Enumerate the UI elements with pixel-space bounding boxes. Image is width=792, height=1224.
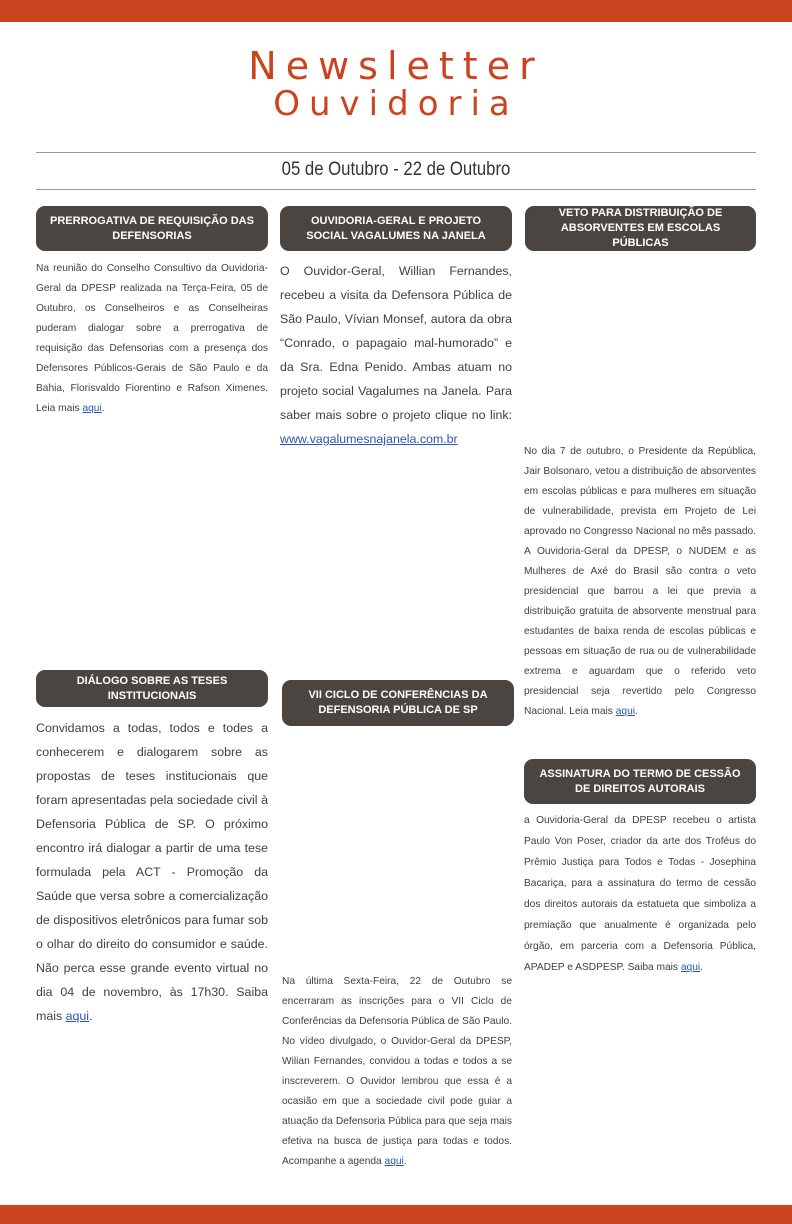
article-prerrogativa: Na reunião do Conselho Consultivo da Ouvidoria-Geral da DPESP realizada na Terça-Feira, 05 de Outubro, os Conselheiros e as Conselheiras puderam dialogar sobre a prerrogativa de requisição das Defensorias com a presença dos Defensores Públicos-Gerais de São Paulo e da Bahia, Florisvaldo Fiorentino e Rafson Ximenes. Leia mais aqui. — [36, 263, 268, 414]
heading-prerrogativa: PRERROGATIVA DE REQUISIÇÃO DAS DEFENSORIAS — [36, 206, 268, 251]
top-accent-bar — [0, 0, 792, 22]
newsletter-subtitle: Ouvidoria — [273, 84, 519, 124]
article-teses: Convidamos a todas, todos e todes a conhecerem e dialogarem sobre as propostas de teses institucionais que foram apresentadas pela sociedade civil à Defensoria Pública de SP. O próximo encontro irá dialogar a partir de uma tese formulada pela ACT - Promoção da Saúde que versa sobre a comercialização de dispositivos eletrônicos para fumar sob o olhar do direito do consumidor e saúde. Não perca esse grande evento virtual no dia 04 de novembro, às 17h30. Saiba mais aqui. — [36, 721, 268, 1023]
divider-bottom — [36, 189, 756, 190]
article-direitos: a Ouvidoria-Geral da DPESP recebeu o artista Paulo Von Poser, criador da arte dos Troféus do Prêmio Justiça para Todos e Todas - Josephina Bacariça, para a assinatura do termo de cessão dos direitos autorais da estatueta que simboliza a premiação que anualmente é organizada pelo órgão, em parceria com a Defensoria Pública, APADEP e ASDPESP. Saiba mais aqui. — [524, 815, 756, 973]
heading-vagalumes: OUVIDORIA-GERAL E PROJETO SOCIAL VAGALUMES NA JANELA — [280, 206, 512, 251]
article-absorventes: No dia 7 de outubro, o Presidente da República, Jair Bolsonaro, vetou a distribuição de absorventes em escolas públicas e para mulheres em situação de vulnerabilidade, prevista em Projeto de Lei aprovado no Congresso Nacional no mês passado. A Ouvidoria-Geral da DPESP, o NUDEM e as Mulheres de Axé do Brasil são contra o veto presidencial que barrou a lei que previa a distribuição gratuita de absorvente menstrual para estudantes de baixa renda de escolas públicas e pessoas em situação de rua ou de vulnerabilidade extrema e aguardam que o referido veto presidencial seja revertido pelo Congresso Nacional. Leia mais aqui. — [524, 446, 756, 717]
link-prerrogativa[interactable]: aqui — [82, 403, 102, 414]
link-direitos[interactable]: aqui — [680, 962, 701, 973]
date-range: 05 de Outubro - 22 de Outubro — [281, 159, 511, 180]
newsletter-title: Newsletter — [248, 44, 544, 88]
link-ciclo[interactable]: aqui — [384, 1156, 404, 1167]
article-ciclo: Na última Sexta-Feira, 22 de Outubro se encerraram as inscrições para o VII Ciclo de Conferências da Defensoria Pública de São Paulo. No vídeo divulgado, o Ouvidor-Geral da DPESP, Wilian Fernandes, convidou a todas e todos a se inscreverem. O Ouvidor lembrou que essa é a ocasião em que a sociedade civil pode guiar a atuação da Defensoria Pública para que seja mais efetiva na busca de justiça para todas e todos. Acompanhe a agenda aqui. — [282, 976, 512, 1167]
link-absorventes[interactable]: aqui — [615, 706, 636, 717]
link-vagalumes[interactable]: www.vagalumesnajanela.com.br — [280, 432, 458, 446]
article-vagalumes: O Ouvidor-Geral, Willian Fernandes, recebeu a visita da Defensora Pública de São Paulo, Vívian Monsef, autora da obra “Conrado, o papagaio mal-humorado” e da Sra. Edna Penido. Ambas atuam no projeto social Vagalumes na Janela. Para saber mais sobre o projeto clique no link: www.vagalumesnajanela.com.br — [280, 264, 512, 446]
link-teses[interactable]: aqui — [65, 1009, 90, 1023]
divider-top — [36, 152, 756, 153]
heading-teses: DIÁLOGO SOBRE AS TESES INSTITUCIONAIS — [36, 670, 268, 707]
bottom-accent-bar — [0, 1205, 792, 1224]
heading-absorventes: VETO PARA DISTRIBUIÇÃO DE ABSORVENTES EM ESCOLAS PÚBLICAS — [525, 206, 756, 251]
heading-ciclo: VII CICLO DE CONFERÊNCIAS DA DEFENSORIA PÚBLICA DE SP — [282, 680, 514, 726]
heading-direitos: ASSINATURA DO TERMO DE CESSÃO DE DIREITOS AUTORAIS — [524, 759, 756, 804]
